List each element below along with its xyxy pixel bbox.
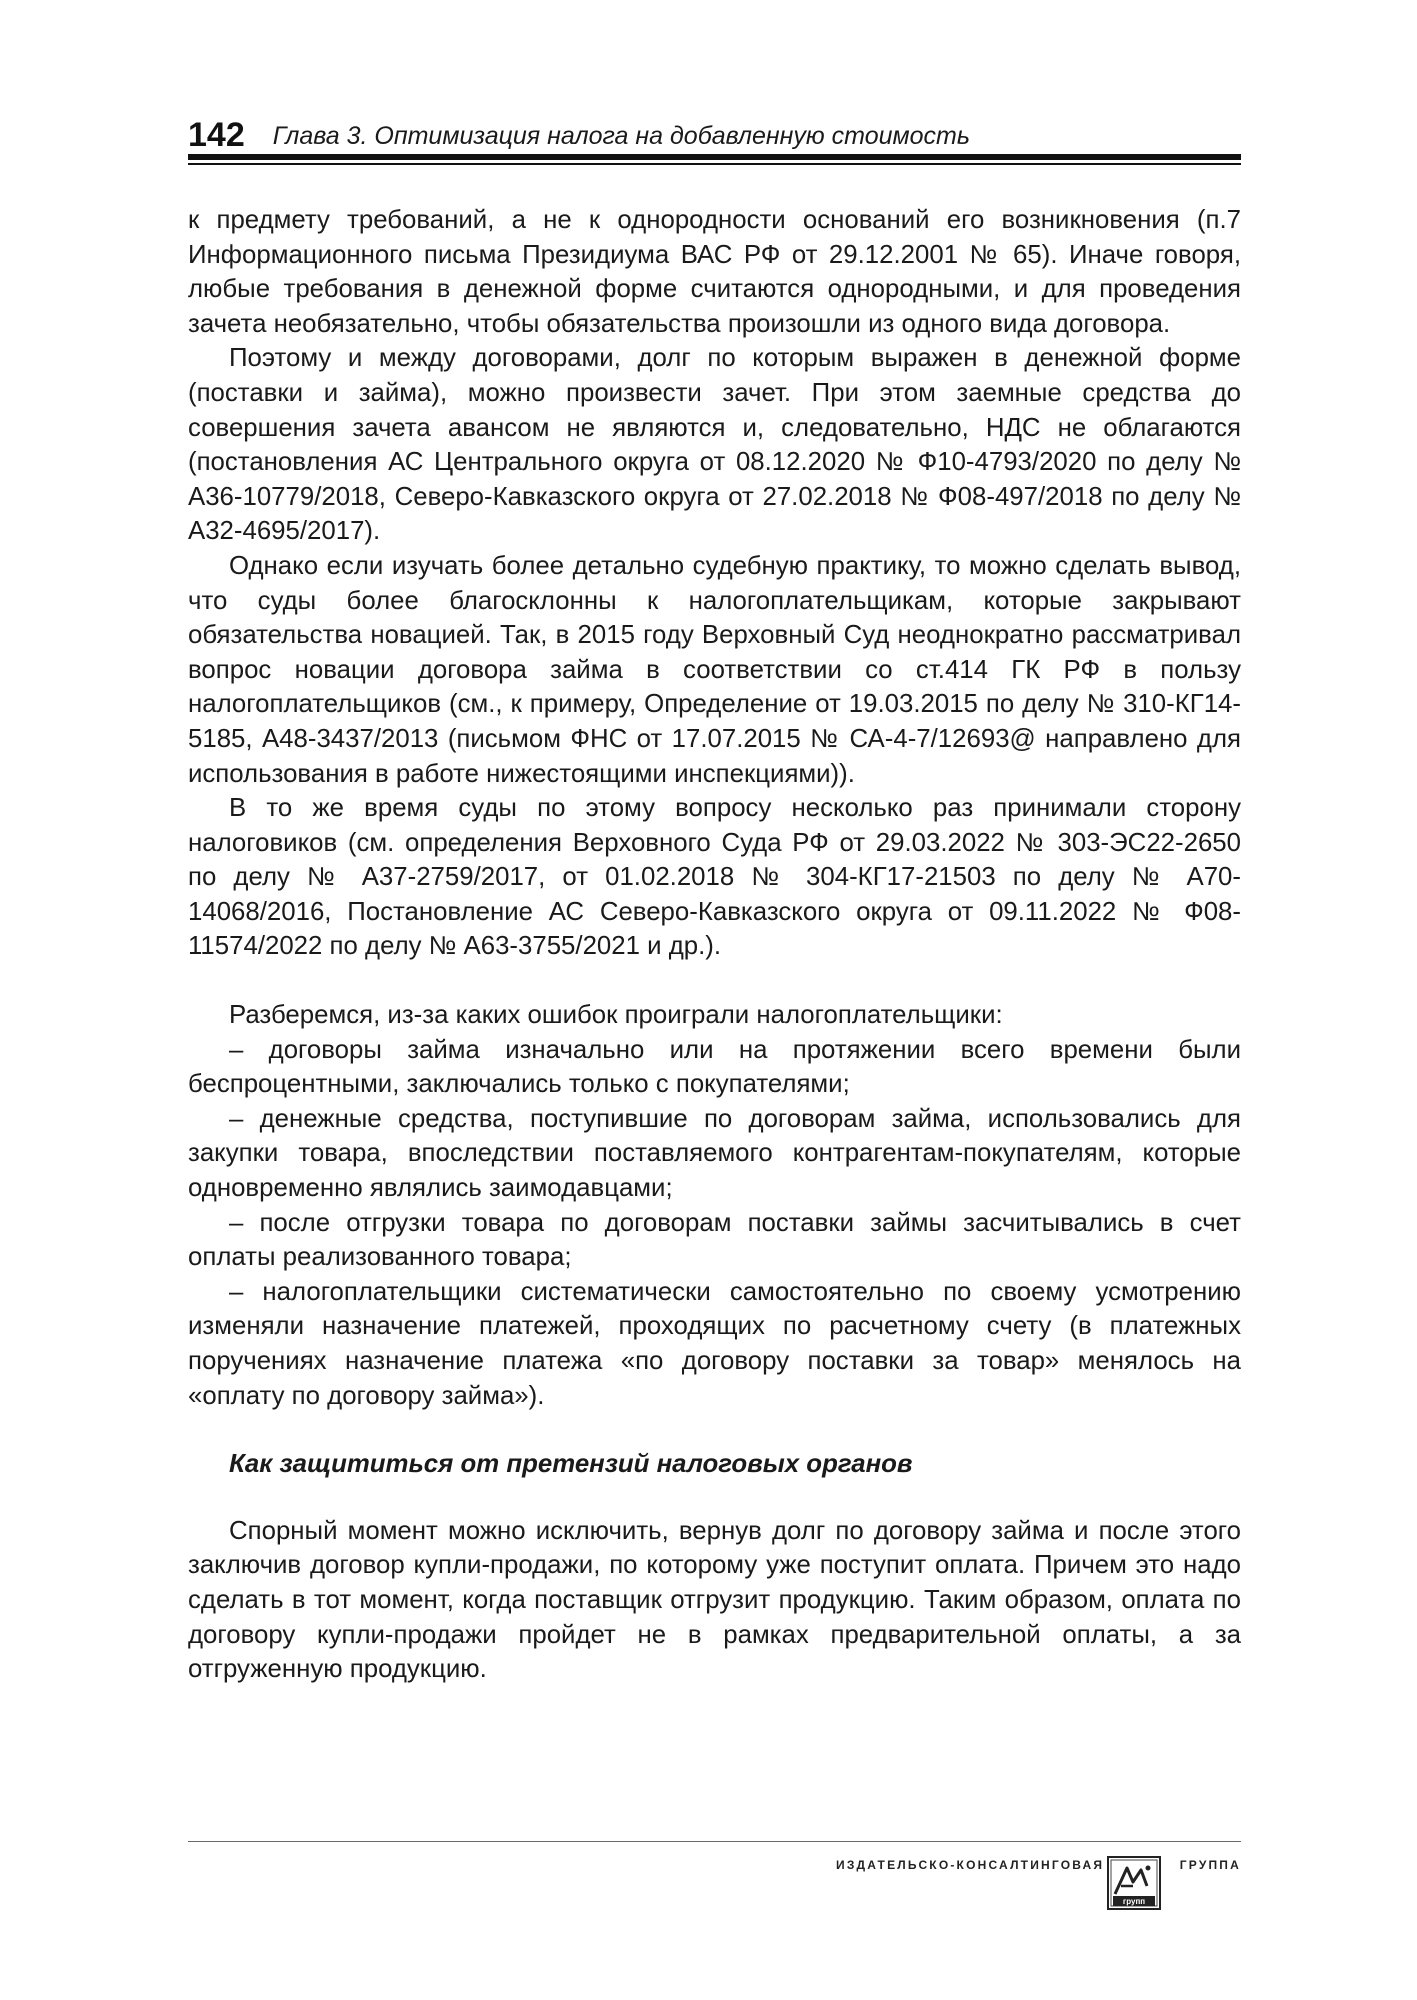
publisher-group: ГРУППА [1179, 1858, 1241, 1872]
publisher-footer [836, 1856, 1241, 1926]
logo-text: групп [1122, 1897, 1146, 1906]
paragraph: В то же время суды по этому вопросу несколько раз принимали сторону налоговиков (см. определения Верховного Суда РФ от 29.03.2022 № 303-ЭС22-2650 по делу № А37-2759/2017, от 01.02.2018 № 304-КГ17-21503 по делу № А70-14068/2016, Постановление АС Северо-Кавказского округа от 09.11.2022 № Ф08-11574/2022 по делу № А63-3755/2021 и др.). [188, 794, 1241, 961]
spacer [188, 964, 1241, 998]
publisher-logo-icon [1107, 1856, 1161, 1910]
list-item: – денежные средства, поступившие по договорам займа, использовались для закупки товара, впоследствии поставляемого контрагентам-покупателям, которые одновременно являлись заимодавцами; [188, 1104, 1241, 1203]
paragraph: Однако если изучать более детально судебную практику, то можно сделать вывод, что суды более благосклонны к налогоплательщикам, которые закрывают обязательства новацией. Так, в 2015 году Верховный Суд неоднократно рассматривал вопрос новации договора займа в соответствии со ст.414 ГК РФ в пользу налогоплательщиков (см., к примеру, Определение от 19.03.2015 по делу № 310-КГ14-5185, А48-3437/2013 (письмом ФНС от 17.07.2015 № СА-4-7/12693@ направлено для использования в работе нижестоящими инспекциями)). [188, 551, 1241, 788]
header-rule [188, 154, 1241, 160]
section-heading: Как защититься от претензий налоговых органов [229, 1450, 913, 1479]
page-number: 142 [188, 116, 245, 154]
list-item: – налогоплательщики систематически самостоятельно по своему усмотрению изменяли назначение платежей, проходящих по расчетному счету (в платежных поручениях назначение платежа «по договору поставки за товар» менялось на «оплату по договору займа»). [188, 1277, 1241, 1410]
spacer [188, 1482, 1241, 1514]
chapter-title: Глава 3. Оптимизация налога на добавленную стоимость [272, 122, 971, 150]
paragraph: Спорный момент можно исключить, вернув долг по договору займа и после этого заключив договор купли-продажи, по которому уже поступит оплата. Причем это надо сделать в тот момент, когда поставщик отгрузит продукцию. Таким образом, оплата по договору купли-продажи пройдет не в рамках предварительной оплаты, а за отгруженную продукцию. [188, 1516, 1241, 1684]
paragraph: Поэтому и между договорами, долг по которым выражен в денежной форме (поставки и займа), можно произвести зачет. При этом заемные средства до совершения зачета авансом не являются и, следовательно, НДС не облагаются (постановления АС Центрального округа от 08.12.2020 № Ф10-4793/2020 по делу № А36-10779/2018, Северо-Кавказского округа от 27.02.2018 № Ф08-497/2018 по делу № А32-4695/2017). [188, 344, 1241, 546]
header-rule-thin [188, 163, 1241, 165]
footer-rule [188, 1841, 1241, 1842]
publisher-name: ИЗДАТЕЛЬСКО-КОНСАЛТИНГОВАЯ [836, 1858, 1105, 1872]
body-text [188, 203, 1241, 1687]
list-item: – после отгрузки товара по договорам поставки займы засчитывались в счет оплаты реализованного товара; [188, 1208, 1241, 1272]
spacer [188, 1413, 1241, 1447]
paragraph: к предмету требований, а не к однородности оснований его возникновения (п.7 Информационного письма Президиума ВАС РФ от 29.12.2001 № 65). Иначе говоря, любые требования в денежной форме считаются однородными, и для проведения зачета необязательно, чтобы обязательства произошли из одного вида договора. [188, 206, 1241, 338]
running-header [188, 108, 1241, 152]
list-item: – договоры займа изначально или на протяжении всего времени были беспроцентными, заключались только с покупателями; [188, 1035, 1241, 1099]
paragraph: Разберемся, из-за каких ошибок проиграли налогоплательщики: [229, 1001, 1003, 1030]
